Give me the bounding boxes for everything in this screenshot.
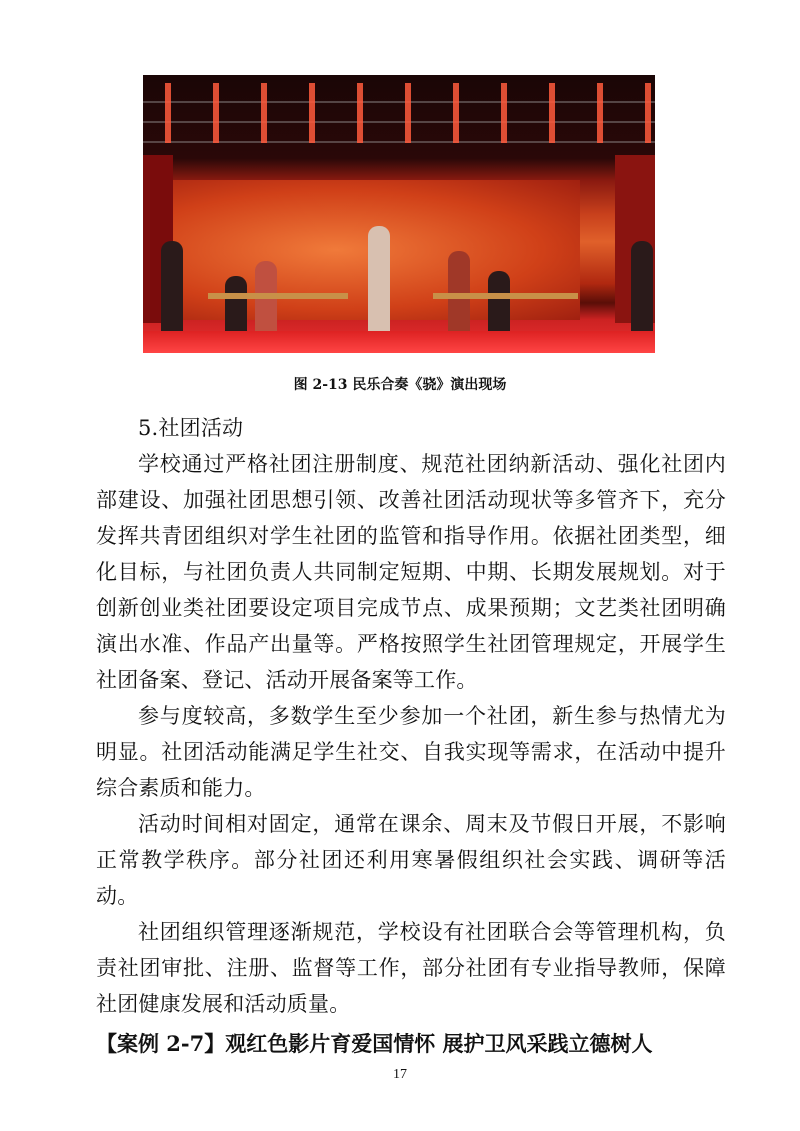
guzheng <box>208 293 348 299</box>
paragraph: 活动时间相对固定，通常在课余、周末及节假日开展，不影响正常教学秩序。部分社团还利用寒暑假组织社会实践、调研等活动。 <box>96 812 726 908</box>
page-number: 17 <box>393 1067 407 1082</box>
body-text <box>96 410 726 1062</box>
paragraph: 学校通过严格社团注册制度、规范社团纳新活动、强化社团内部建设、加强社团思想引领、改善社团活动现状等多管齐下，充分发挥共青团组织对学生社团的监管和指导作用。依据社团类型，细化目标，与社团负责人共同制定短期、中期、长期发展规划。对于创新创业类社团要设定项目完成节点、成果预期；文艺类社团明确演出水准、作品产出量等。严格按照学生社团管理规定，开展学生社团备案、登记、活动开展备案等工作。 <box>96 452 726 692</box>
performer <box>161 241 183 331</box>
paragraph: 社团组织管理逐渐规范，学校设有社团联合会等管理机构，负责社团审批、注册、监督等工作，部分社团有专业指导教师，保障社团健康发展和活动质量。 <box>96 920 726 1016</box>
performer <box>368 226 390 331</box>
performer <box>488 271 510 331</box>
stage-floor <box>143 331 655 353</box>
performer <box>225 276 247 331</box>
performance-photo <box>143 75 655 353</box>
case-heading: 【案例 2-7】观红色影片育爱国情怀 展护卫风采践立德树人 <box>96 1031 653 1056</box>
performer <box>631 241 653 331</box>
performer <box>448 251 470 331</box>
paragraph: 参与度较高，多数学生至少参加一个社团，新生参与热情尤为明显。社团活动能满足学生社交、自我实现等需求，在活动中提升综合素质和能力。 <box>96 704 726 800</box>
guzheng <box>433 293 578 299</box>
section-heading: 5.社团活动 <box>138 416 244 440</box>
figure-caption: 图 2-13 民乐合奏《骁》演出现场 <box>293 377 507 393</box>
stage-lighting-truss <box>143 83 655 143</box>
